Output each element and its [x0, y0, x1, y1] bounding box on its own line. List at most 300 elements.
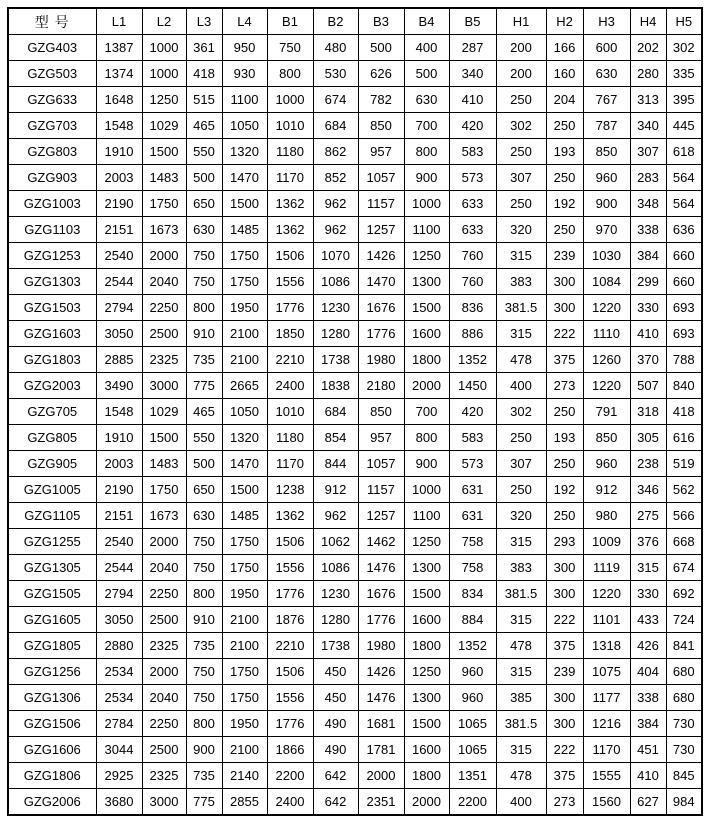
value-cell: 1648: [96, 87, 142, 113]
model-cell: GZG1005: [8, 477, 96, 503]
value-cell: 564: [666, 165, 702, 191]
value-cell: 222: [546, 321, 583, 347]
value-cell: 1470: [222, 165, 267, 191]
value-cell: 650: [186, 191, 222, 217]
value-cell: 1750: [222, 685, 267, 711]
model-cell: GZG1605: [8, 607, 96, 633]
table-row: [8, 295, 702, 321]
header-cell-H1: H1: [496, 8, 546, 35]
value-cell: 1009: [583, 529, 630, 555]
value-cell: 841: [666, 633, 702, 659]
value-cell: 400: [496, 789, 546, 816]
value-cell: 2500: [142, 737, 186, 763]
value-cell: 800: [267, 61, 313, 87]
value-cell: 2925: [96, 763, 142, 789]
value-cell: 750: [186, 555, 222, 581]
value-cell: 200: [496, 35, 546, 61]
table-body: [8, 35, 702, 816]
value-cell: 2190: [96, 477, 142, 503]
value-cell: 478: [496, 347, 546, 373]
table-row: [8, 321, 702, 347]
value-cell: 315: [496, 321, 546, 347]
value-cell: 1470: [358, 269, 404, 295]
value-cell: 1050: [222, 399, 267, 425]
value-cell: 573: [449, 165, 496, 191]
table-row: [8, 61, 702, 87]
value-cell: 375: [546, 633, 583, 659]
header-cell-model: 型 号: [8, 8, 96, 35]
value-cell: 500: [404, 61, 449, 87]
value-cell: 1000: [404, 477, 449, 503]
value-cell: 1057: [358, 451, 404, 477]
value-cell: 1157: [358, 477, 404, 503]
value-cell: 410: [630, 763, 666, 789]
header-cell-H5: H5: [666, 8, 702, 35]
header-cell-H3: H3: [583, 8, 630, 35]
value-cell: 2794: [96, 581, 142, 607]
value-cell: 1086: [313, 269, 358, 295]
value-cell: 302: [496, 113, 546, 139]
value-cell: 338: [630, 217, 666, 243]
value-cell: 490: [313, 737, 358, 763]
value-cell: 2190: [96, 191, 142, 217]
value-cell: 315: [496, 659, 546, 685]
value-cell: 1910: [96, 425, 142, 451]
value-cell: 370: [630, 347, 666, 373]
value-cell: 2250: [142, 295, 186, 321]
value-cell: 660: [666, 269, 702, 295]
value-cell: 315: [496, 529, 546, 555]
value-cell: 1062: [313, 529, 358, 555]
value-cell: 2885: [96, 347, 142, 373]
value-cell: 1352: [449, 347, 496, 373]
model-cell: GZG703: [8, 113, 96, 139]
value-cell: 693: [666, 321, 702, 347]
value-cell: 1216: [583, 711, 630, 737]
value-cell: 1119: [583, 555, 630, 581]
header-cell-L4: L4: [222, 8, 267, 35]
value-cell: 1500: [404, 711, 449, 737]
value-cell: 420: [449, 399, 496, 425]
value-cell: 1776: [267, 581, 313, 607]
value-cell: 1362: [267, 191, 313, 217]
value-cell: 338: [630, 685, 666, 711]
value-cell: 1177: [583, 685, 630, 711]
value-cell: 1000: [404, 191, 449, 217]
model-cell: GZG633: [8, 87, 96, 113]
value-cell: 2040: [142, 269, 186, 295]
value-cell: 1010: [267, 113, 313, 139]
value-cell: 1300: [404, 555, 449, 581]
value-cell: 239: [546, 243, 583, 269]
value-cell: 404: [630, 659, 666, 685]
value-cell: 2003: [96, 451, 142, 477]
value-cell: 376: [630, 529, 666, 555]
value-cell: 630: [186, 503, 222, 529]
value-cell: 381.5: [496, 295, 546, 321]
value-cell: 450: [313, 685, 358, 711]
value-cell: 1010: [267, 399, 313, 425]
table-row: [8, 347, 702, 373]
value-cell: 500: [186, 165, 222, 191]
value-cell: 984: [666, 789, 702, 816]
value-cell: 283: [630, 165, 666, 191]
value-cell: 633: [449, 217, 496, 243]
model-cell: GZG2006: [8, 789, 96, 816]
value-cell: 420: [449, 113, 496, 139]
value-cell: 2000: [142, 659, 186, 685]
value-cell: 850: [358, 113, 404, 139]
table-head: [8, 8, 702, 35]
value-cell: 750: [186, 269, 222, 295]
value-cell: 1065: [449, 737, 496, 763]
table-row: [8, 217, 702, 243]
value-cell: 307: [630, 139, 666, 165]
header-cell-B4: B4: [404, 8, 449, 35]
value-cell: 410: [449, 87, 496, 113]
table-row: [8, 191, 702, 217]
value-cell: 1170: [267, 165, 313, 191]
model-cell: GZG1803: [8, 347, 96, 373]
value-cell: 730: [666, 711, 702, 737]
value-cell: 1500: [404, 581, 449, 607]
value-cell: 383: [496, 269, 546, 295]
value-cell: 1300: [404, 685, 449, 711]
value-cell: 775: [186, 789, 222, 816]
value-cell: 250: [546, 399, 583, 425]
value-cell: 166: [546, 35, 583, 61]
header-cell-L3: L3: [186, 8, 222, 35]
value-cell: 2210: [267, 633, 313, 659]
value-cell: 300: [546, 295, 583, 321]
value-cell: 2000: [142, 529, 186, 555]
value-cell: 1387: [96, 35, 142, 61]
table-row: [8, 685, 702, 711]
model-cell: GZG1256: [8, 659, 96, 685]
value-cell: 1250: [404, 529, 449, 555]
value-cell: 519: [666, 451, 702, 477]
value-cell: 1750: [222, 659, 267, 685]
value-cell: 320: [496, 217, 546, 243]
value-cell: 490: [313, 711, 358, 737]
value-cell: 340: [449, 61, 496, 87]
table-row: [8, 373, 702, 399]
value-cell: 395: [666, 87, 702, 113]
value-cell: 433: [630, 607, 666, 633]
value-cell: 1548: [96, 113, 142, 139]
value-cell: 1180: [267, 425, 313, 451]
value-cell: 2000: [358, 763, 404, 789]
value-cell: 204: [546, 87, 583, 113]
model-cell: GZG503: [8, 61, 96, 87]
value-cell: 465: [186, 399, 222, 425]
value-cell: 834: [449, 581, 496, 607]
table-row: [8, 789, 702, 816]
value-cell: 854: [313, 425, 358, 451]
value-cell: 1800: [404, 633, 449, 659]
value-cell: 273: [546, 789, 583, 816]
value-cell: 1800: [404, 347, 449, 373]
value-cell: 980: [583, 503, 630, 529]
value-cell: 962: [313, 503, 358, 529]
header-cell-H4: H4: [630, 8, 666, 35]
value-cell: 850: [583, 425, 630, 451]
value-cell: 775: [186, 373, 222, 399]
value-cell: 3000: [142, 373, 186, 399]
value-cell: 445: [666, 113, 702, 139]
value-cell: 1776: [267, 711, 313, 737]
value-cell: 1485: [222, 503, 267, 529]
value-cell: 836: [449, 295, 496, 321]
value-cell: 630: [186, 217, 222, 243]
header-cell-L2: L2: [142, 8, 186, 35]
value-cell: 693: [666, 295, 702, 321]
value-cell: 633: [449, 191, 496, 217]
value-cell: 1260: [583, 347, 630, 373]
value-cell: 1000: [267, 87, 313, 113]
value-cell: 192: [546, 191, 583, 217]
value-cell: 850: [358, 399, 404, 425]
value-cell: 735: [186, 633, 222, 659]
value-cell: 2000: [404, 373, 449, 399]
value-cell: 668: [666, 529, 702, 555]
value-cell: 250: [546, 217, 583, 243]
value-cell: 782: [358, 87, 404, 113]
value-cell: 900: [186, 737, 222, 763]
value-cell: 1157: [358, 191, 404, 217]
value-cell: 1426: [358, 659, 404, 685]
value-cell: 2534: [96, 659, 142, 685]
value-cell: 202: [630, 35, 666, 61]
value-cell: 1776: [267, 295, 313, 321]
value-cell: 500: [358, 35, 404, 61]
value-cell: 1470: [222, 451, 267, 477]
value-cell: 1500: [222, 191, 267, 217]
value-cell: 960: [583, 451, 630, 477]
value-cell: 300: [546, 581, 583, 607]
value-cell: 2151: [96, 503, 142, 529]
value-cell: 1506: [267, 659, 313, 685]
value-cell: 1100: [404, 503, 449, 529]
value-cell: 767: [583, 87, 630, 113]
value-cell: 222: [546, 737, 583, 763]
value-cell: 465: [186, 113, 222, 139]
value-cell: 1257: [358, 503, 404, 529]
value-cell: 750: [186, 659, 222, 685]
value-cell: 2540: [96, 529, 142, 555]
value-cell: 1485: [222, 217, 267, 243]
value-cell: 299: [630, 269, 666, 295]
value-cell: 1250: [404, 243, 449, 269]
value-cell: 1506: [267, 243, 313, 269]
value-cell: 930: [222, 61, 267, 87]
value-cell: 320: [496, 503, 546, 529]
value-cell: 1980: [358, 633, 404, 659]
value-cell: 2003: [96, 165, 142, 191]
table-row: [8, 87, 702, 113]
value-cell: 1750: [222, 529, 267, 555]
value-cell: 950: [222, 35, 267, 61]
value-cell: 840: [666, 373, 702, 399]
model-cell: GZG1806: [8, 763, 96, 789]
value-cell: 3000: [142, 789, 186, 816]
value-cell: 1506: [267, 529, 313, 555]
value-cell: 1280: [313, 321, 358, 347]
value-cell: 750: [186, 529, 222, 555]
value-cell: 3490: [96, 373, 142, 399]
value-cell: 1351: [449, 763, 496, 789]
value-cell: 302: [496, 399, 546, 425]
value-cell: 250: [496, 191, 546, 217]
value-cell: 315: [496, 243, 546, 269]
table-row: [8, 529, 702, 555]
value-cell: 886: [449, 321, 496, 347]
value-cell: 300: [546, 711, 583, 737]
value-cell: 700: [404, 113, 449, 139]
value-cell: 2250: [142, 581, 186, 607]
value-cell: 2040: [142, 555, 186, 581]
value-cell: 330: [630, 581, 666, 607]
value-cell: 1548: [96, 399, 142, 425]
table-row: [8, 711, 702, 737]
value-cell: 2100: [222, 347, 267, 373]
value-cell: 735: [186, 347, 222, 373]
model-cell: GZG1255: [8, 529, 96, 555]
value-cell: 1776: [358, 607, 404, 633]
value-cell: 307: [496, 165, 546, 191]
value-cell: 1673: [142, 217, 186, 243]
value-cell: 758: [449, 529, 496, 555]
value-cell: 1075: [583, 659, 630, 685]
value-cell: 650: [186, 477, 222, 503]
value-cell: 2210: [267, 347, 313, 373]
value-cell: 735: [186, 763, 222, 789]
table-row: [8, 607, 702, 633]
model-cell: GZG1606: [8, 737, 96, 763]
value-cell: 1057: [358, 165, 404, 191]
value-cell: 2325: [142, 347, 186, 373]
value-cell: 550: [186, 425, 222, 451]
value-cell: 426: [630, 633, 666, 659]
value-cell: 1500: [142, 139, 186, 165]
table-row: [8, 399, 702, 425]
value-cell: 2500: [142, 321, 186, 347]
value-cell: 530: [313, 61, 358, 87]
value-cell: 912: [313, 477, 358, 503]
value-cell: 250: [546, 503, 583, 529]
value-cell: 1000: [142, 35, 186, 61]
value-cell: 1180: [267, 139, 313, 165]
value-cell: 330: [630, 295, 666, 321]
value-cell: 631: [449, 477, 496, 503]
value-cell: 2100: [222, 633, 267, 659]
value-cell: 500: [186, 451, 222, 477]
value-cell: 2534: [96, 685, 142, 711]
value-cell: 962: [313, 217, 358, 243]
value-cell: 1101: [583, 607, 630, 633]
value-cell: 1100: [404, 217, 449, 243]
table-row: [8, 659, 702, 685]
header-cell-H2: H2: [546, 8, 583, 35]
value-cell: 305: [630, 425, 666, 451]
value-cell: 2540: [96, 243, 142, 269]
value-cell: 1776: [358, 321, 404, 347]
value-cell: 287: [449, 35, 496, 61]
value-cell: 1950: [222, 711, 267, 737]
value-cell: 1300: [404, 269, 449, 295]
model-cell: GZG1303: [8, 269, 96, 295]
value-cell: 302: [666, 35, 702, 61]
value-cell: 250: [496, 477, 546, 503]
model-cell: GZG1003: [8, 191, 96, 217]
value-cell: 222: [546, 607, 583, 633]
value-cell: 750: [267, 35, 313, 61]
value-cell: 200: [496, 61, 546, 87]
value-cell: 1980: [358, 347, 404, 373]
value-cell: 960: [449, 659, 496, 685]
value-cell: 2325: [142, 763, 186, 789]
value-cell: 1750: [222, 269, 267, 295]
value-cell: 300: [546, 685, 583, 711]
value-cell: 1738: [313, 633, 358, 659]
table-row: [8, 425, 702, 451]
value-cell: 900: [404, 165, 449, 191]
header-cell-B1: B1: [267, 8, 313, 35]
value-cell: 1676: [358, 581, 404, 607]
value-cell: 381.5: [496, 711, 546, 737]
value-cell: 800: [404, 139, 449, 165]
value-cell: 346: [630, 477, 666, 503]
value-cell: 1220: [583, 373, 630, 399]
model-cell: GZG1103: [8, 217, 96, 243]
value-cell: 758: [449, 555, 496, 581]
value-cell: 1238: [267, 477, 313, 503]
value-cell: 1320: [222, 425, 267, 451]
value-cell: 2500: [142, 607, 186, 633]
value-cell: 1555: [583, 763, 630, 789]
value-cell: 250: [546, 165, 583, 191]
value-cell: 1483: [142, 165, 186, 191]
value-cell: 2880: [96, 633, 142, 659]
value-cell: 1250: [142, 87, 186, 113]
value-cell: 313: [630, 87, 666, 113]
table-row: [8, 35, 702, 61]
value-cell: 1065: [449, 711, 496, 737]
value-cell: 750: [186, 685, 222, 711]
value-cell: 600: [583, 35, 630, 61]
model-cell: GZG1505: [8, 581, 96, 607]
value-cell: 660: [666, 243, 702, 269]
value-cell: 566: [666, 503, 702, 529]
model-cell: GZG403: [8, 35, 96, 61]
value-cell: 1029: [142, 113, 186, 139]
value-cell: 626: [358, 61, 404, 87]
value-cell: 684: [313, 113, 358, 139]
value-cell: 674: [313, 87, 358, 113]
value-cell: 850: [583, 139, 630, 165]
value-cell: 1000: [142, 61, 186, 87]
value-cell: 1100: [222, 87, 267, 113]
value-cell: 1374: [96, 61, 142, 87]
value-cell: 700: [404, 399, 449, 425]
model-cell: GZG803: [8, 139, 96, 165]
header-cell-B5: B5: [449, 8, 496, 35]
table-row: [8, 139, 702, 165]
value-cell: 957: [358, 425, 404, 451]
value-cell: 451: [630, 737, 666, 763]
value-cell: 800: [186, 711, 222, 737]
value-cell: 480: [313, 35, 358, 61]
